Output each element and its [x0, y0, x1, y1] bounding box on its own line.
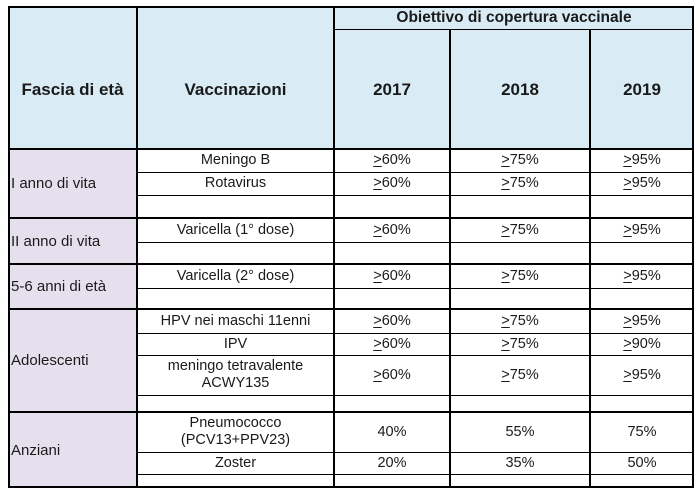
- grid-line: [137, 172, 694, 173]
- coverage-value-text: >75%: [501, 175, 539, 191]
- age-group-elderly: Anziani: [8, 412, 137, 488]
- coverage-value: [450, 333, 590, 355]
- coverage-value-text: >75%: [501, 335, 539, 352]
- greater-equal-sign: >: [623, 152, 632, 168]
- greater-equal-sign: >: [623, 267, 632, 284]
- coverage-value-text: >60%: [373, 312, 411, 329]
- coverage-value: [450, 355, 590, 395]
- vaccine-name: Zoster: [214, 454, 257, 471]
- grid-line: [8, 6, 10, 488]
- coverage-value: 50%: [627, 454, 657, 471]
- coverage-value-text: >95%: [623, 175, 661, 191]
- coverage-value: [590, 355, 694, 395]
- greater-equal-sign: >: [501, 175, 510, 191]
- grid-line: [692, 6, 694, 488]
- vaccine-name: meningo tetravalente ACWY135: [167, 358, 304, 391]
- coverage-value: [334, 149, 450, 172]
- greater-equal-sign: >: [501, 312, 510, 329]
- coverage-value-text: >75%: [501, 267, 539, 284]
- greater-equal-sign: >: [623, 366, 632, 383]
- coverage-value: [590, 309, 694, 333]
- coverage-value: [450, 264, 590, 288]
- coverage-value-text: >60%: [373, 335, 411, 352]
- year-2017-header: 2017: [334, 29, 450, 149]
- grid-line: [137, 288, 694, 289]
- age-group-first-year: I anno di vita: [8, 149, 137, 218]
- grid-line: [137, 395, 694, 396]
- coverage-value: [590, 149, 694, 172]
- coverage-value: [334, 333, 450, 355]
- coverage-value-text: >75%: [501, 152, 539, 168]
- greater-equal-sign: >: [501, 335, 510, 352]
- greater-equal-sign: >: [373, 335, 382, 352]
- grid-line: [8, 486, 694, 488]
- coverage-value: [590, 218, 694, 242]
- greater-equal-sign: >: [373, 267, 382, 284]
- vaccine-name: IPV: [223, 335, 248, 352]
- coverage-value: [334, 355, 450, 395]
- coverage-value: [590, 172, 694, 195]
- grid-line: [8, 263, 694, 265]
- greater-equal-sign: >: [373, 366, 382, 383]
- year-2019-header: 2019: [590, 29, 694, 149]
- grid-line: [334, 29, 694, 30]
- vaccination-coverage-table: [8, 6, 694, 488]
- coverage-value: 40%: [377, 423, 407, 440]
- age-group-adolescents: Adolescenti: [8, 309, 137, 412]
- coverage-value: [590, 333, 694, 355]
- age-column-header: Fascia di età: [8, 29, 137, 149]
- greater-equal-sign: >: [501, 267, 510, 284]
- coverage-value: [450, 218, 590, 242]
- grid-line: [137, 333, 694, 334]
- grid-line: [333, 6, 335, 488]
- greater-equal-sign: >: [373, 175, 382, 191]
- coverage-value-text: >75%: [501, 312, 539, 329]
- grid-line: [137, 355, 694, 356]
- grid-line: [8, 411, 694, 413]
- coverage-value: 35%: [505, 454, 535, 471]
- greater-equal-sign: >: [501, 366, 510, 383]
- coverage-value: 55%: [505, 423, 535, 440]
- vaccines-column-header: Vaccinazioni: [137, 29, 334, 149]
- grid-line: [137, 452, 694, 453]
- greater-equal-sign: >: [501, 221, 510, 238]
- grid-line: [8, 6, 694, 8]
- grid-line: [137, 474, 694, 475]
- coverage-value-text: >60%: [373, 175, 411, 191]
- year-2018-header: 2018: [450, 29, 590, 149]
- coverage-value: [590, 264, 694, 288]
- grid-line: [137, 242, 694, 243]
- coverage-value-text: >95%: [623, 366, 661, 383]
- coverage-value: [334, 218, 450, 242]
- grid-line: [449, 29, 451, 488]
- coverage-value: 20%: [377, 454, 407, 471]
- age-group-5-6-years: 5-6 anni di età: [8, 264, 137, 309]
- greater-equal-sign: >: [373, 221, 382, 238]
- header-blank-age: [8, 6, 137, 29]
- grid-line: [8, 217, 694, 219]
- coverage-value-text: >95%: [623, 221, 661, 238]
- grid-line: [589, 29, 591, 488]
- grid-line: [136, 6, 138, 488]
- coverage-value-text: >95%: [623, 312, 661, 329]
- greater-equal-sign: >: [623, 175, 632, 191]
- coverage-target-title: Obiettivo di copertura vaccinale: [334, 6, 694, 29]
- vaccine-name: HPV nei maschi 11enni: [160, 312, 311, 329]
- greater-equal-sign: >: [373, 312, 382, 329]
- greater-equal-sign: >: [623, 221, 632, 238]
- header-blank-vaccines: [137, 6, 334, 29]
- greater-equal-sign: >: [623, 335, 632, 352]
- coverage-value-text: >60%: [373, 366, 411, 383]
- coverage-value: [334, 309, 450, 333]
- age-group-second-year: II anno di vita: [8, 218, 137, 264]
- coverage-value-text: >60%: [373, 267, 411, 284]
- coverage-value-text: >60%: [373, 152, 411, 168]
- grid-line: [137, 195, 694, 196]
- greater-equal-sign: >: [501, 152, 510, 168]
- coverage-value: [450, 309, 590, 333]
- vaccine-name: Varicella (1° dose): [176, 221, 295, 238]
- coverage-value-text: >95%: [623, 267, 661, 284]
- vaccine-name: Varicella (2° dose): [176, 267, 295, 284]
- coverage-value-text: >95%: [623, 152, 661, 168]
- coverage-value: [450, 149, 590, 172]
- coverage-value: [334, 172, 450, 195]
- vaccine-name: Pneumococco (PCV13+PPV23): [180, 415, 291, 448]
- coverage-value-text: >75%: [501, 366, 539, 383]
- coverage-value-text: >90%: [623, 335, 661, 352]
- coverage-value-text: >75%: [501, 221, 539, 238]
- coverage-value: 75%: [627, 423, 657, 440]
- coverage-value: [334, 264, 450, 288]
- grid-line: [8, 148, 694, 150]
- vaccine-name: Rotavirus: [204, 175, 267, 191]
- vaccine-name: Meningo B: [200, 152, 271, 168]
- grid-line: [8, 308, 694, 310]
- coverage-value-text: >60%: [373, 221, 411, 238]
- greater-equal-sign: >: [373, 152, 382, 168]
- coverage-value: [450, 172, 590, 195]
- greater-equal-sign: >: [623, 312, 632, 329]
